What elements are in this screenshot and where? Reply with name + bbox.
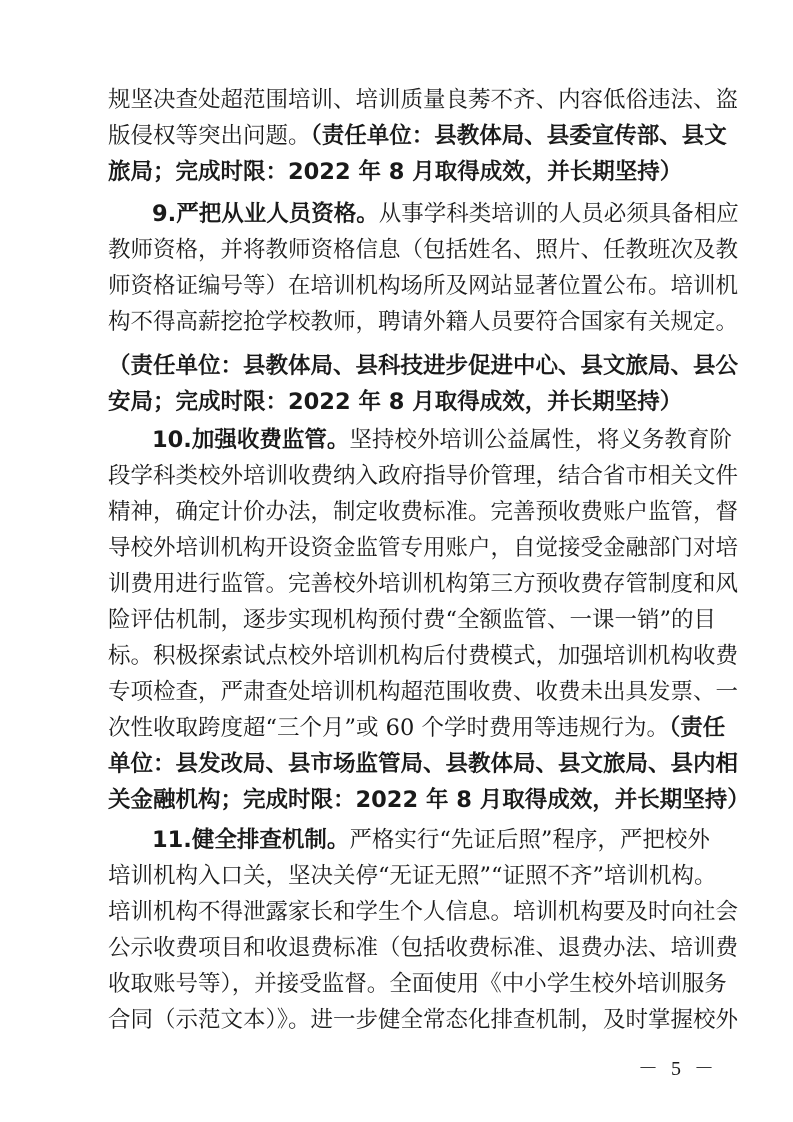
text-segment: 专项检查，严肃查处培训机构超范围收费、收费未出具发票、一 (108, 679, 739, 705)
text-segment: 规坚决查处超范围培训、培训质量良莠不齐、内容低俗违法、盗 (108, 87, 739, 113)
bold-text-segment: 单位：县发改局、县市场监管局、县教体局、县文旅局、县内相 (108, 751, 739, 777)
text-segment: 导校外培训机构开设资金监管专用账户，自觉接受金融部门对培 (108, 535, 739, 561)
text-line (152, 822, 710, 858)
text-line (108, 566, 739, 602)
text-segment: 精神，确定计价办法，制定收费标准。完善预收费账户监管，督 (108, 499, 739, 525)
text-segment: 培训机构不得泄露家长和学生个人信息。培训机构要及时向社会 (108, 899, 739, 925)
bold-text-segment: 安局；完成时限：2022 年 8 月取得成效，并长期坚持） (108, 389, 683, 415)
text-segment: 师资格证编号等）在培训机构场所及网站显著位置公布。培训机 (108, 273, 739, 299)
text-line (108, 304, 739, 340)
text-segment: 坚持校外培训公益属性，将义务教育阶 (349, 427, 732, 453)
text-segment: 构不得高薪挖抢学校教师，聘请外籍人员要符合国家有关规定。 (108, 309, 739, 335)
text-segment: 标。积极探索试点校外培训机构后付费模式，加强培训机构收费 (108, 643, 739, 669)
text-line (108, 966, 727, 1002)
text-segment: 收取账号等），并接受监督。全面使用《中小学生校外培训服务 (108, 971, 727, 997)
text-segment: 培训机构入口关，坚决关停“无证无照”“证照不齐”培训机构。 (108, 863, 717, 889)
text-line (108, 894, 739, 930)
text-segment: 段学科类校外培训收费纳入政府指导价管理，结合省市相关文件 (108, 463, 739, 489)
bold-text-segment: 9.严把从业人员资格。 (152, 201, 379, 227)
bold-text-segment: （责任单位：县教体局、县委宣传部、县文 (310, 123, 727, 149)
text-line (108, 154, 698, 190)
text-line (108, 232, 739, 268)
text-segment: 严格实行“先证后照”程序，严把校外 (349, 827, 710, 853)
text-line (108, 1002, 739, 1038)
text-segment: 版侵权等突出问题。 (108, 123, 311, 149)
text-line (108, 602, 717, 638)
text-segment: 险评估机制，逐步实现机构预付费“全额监管、一课一销”的目 (108, 607, 717, 633)
bold-text-segment: （责任单位：县教体局、县科技进步促进中心、县文旅局、县公 (108, 353, 739, 379)
bold-text-segment: 11.健全排查机制。 (152, 827, 350, 853)
text-segment: 合同（示范文本）》。进一步健全常态化排查机制，及时掌握校外 (108, 1007, 739, 1033)
text-line (108, 348, 739, 384)
text-line (108, 930, 739, 966)
page-number: － 5 － (638, 1058, 718, 1080)
text-line (108, 530, 739, 566)
bold-text-segment: 10.加强收费监管。 (152, 427, 350, 453)
text-line (108, 82, 739, 118)
bold-text-segment: （责任 (668, 715, 726, 741)
text-segment: 公示收费项目和收退费标准（包括收费标准、退费办法、培训费 (108, 935, 739, 961)
text-line (108, 710, 726, 746)
text-line (108, 674, 739, 710)
text-line (152, 196, 739, 232)
text-line (108, 782, 750, 818)
text-line (108, 858, 717, 894)
text-line (108, 458, 739, 494)
text-segment: 从事学科类培训的人员必须具备相应 (378, 201, 739, 227)
text-line (108, 638, 739, 674)
bold-text-segment: 关金融机构；完成时限：2022 年 8 月取得成效，并长期坚持） (108, 787, 750, 813)
bold-text-segment: 旅局；完成时限：2022 年 8 月取得成效，并长期坚持） (108, 159, 683, 185)
text-segment: 次性收取跨度超“三个月”或 60 个学时费用等违规行为。 (108, 715, 669, 741)
text-segment: 教师资格，并将教师资格信息（包括姓名、照片、任教班次及教 (108, 237, 739, 263)
text-line (108, 494, 739, 530)
text-line (108, 746, 739, 782)
text-segment: 训费用进行监管。完善校外培训机构第三方预收费存管制度和风 (108, 571, 739, 597)
text-line (108, 118, 727, 154)
text-line (152, 422, 732, 458)
text-line (108, 268, 739, 304)
text-line (108, 384, 698, 420)
